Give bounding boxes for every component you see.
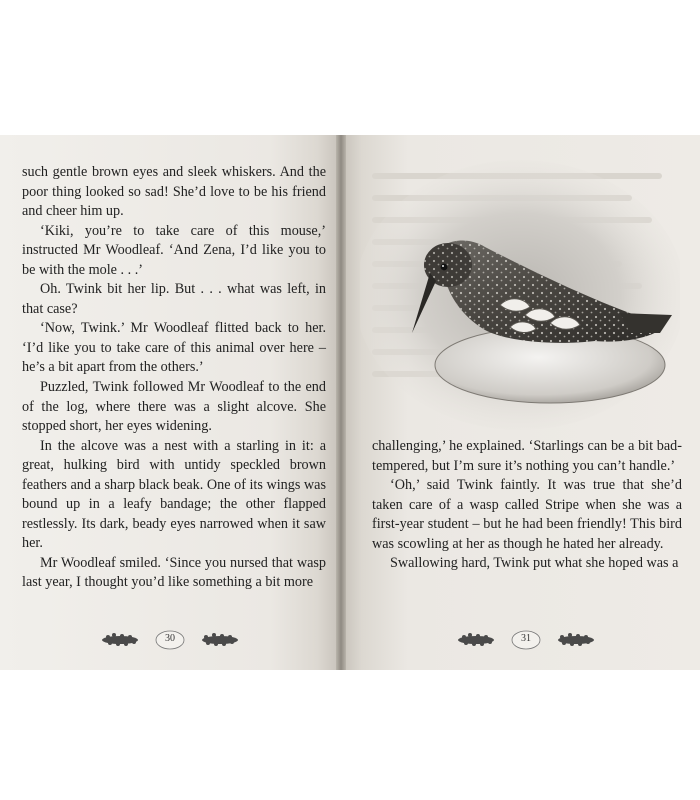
paragraph: Mr Woodleaf smiled. ‘Since you nursed that wasp last year, I thought you’d like something a bit more (22, 554, 326, 591)
paragraph: ‘Kiki, you’re to take care of this mouse,’ instructed Mr Woodleaf. ‘And Zena, I’d like you to be with the mole . . .’ (22, 222, 326, 278)
paragraph: Swallowing hard, Twink put what she hoped was a (390, 555, 679, 572)
paragraph: Puzzled, Twink followed Mr Woodleaf to the end of the log, where there was a slight alcove. She stopped short, her eyes widening. (22, 379, 326, 435)
paragraph: Oh. Twink bit her lip. But . . . what was left, in that case? (22, 281, 326, 317)
paragraph: challenging,’ he explained. ‘Starlings can be a bit bad-tempered, but I’m sure it’s nothing you can’t handle.’ (372, 438, 682, 474)
book-gutter (336, 135, 346, 670)
paragraph: ‘Now, Twink.’ Mr Woodleaf flitted back to her. ‘I’d like you to take care of this animal over here – he’s a bit apart from the others.’ (22, 320, 326, 376)
paragraph: such gentle brown eyes and sleek whiskers. And the poor thing looked so sad! She’d love to be his friend and cheer him up. (22, 164, 326, 220)
left-page-number: 30 (165, 633, 175, 644)
paragraph: ‘Oh,’ said Twink faintly. It was true that she’d taken care of a wasp called Stripe when she was a first-year student – but he had been friendly! This bird was scowling at her as though he hated her already. (372, 477, 682, 552)
right-page-number: 31 (521, 633, 531, 644)
paragraph: In the alcove was a nest with a starling in it: a great, hulking bird with untidy speckled brown feathers and a sharp black beak. One of its wings was bound up in a leafy bandage; the other flapped restlessly. Its dark, beady eyes narrowed when it saw her. (22, 437, 326, 552)
right-page-text (372, 437, 682, 574)
starling-illustration (360, 155, 680, 435)
left-page-text (22, 163, 326, 593)
